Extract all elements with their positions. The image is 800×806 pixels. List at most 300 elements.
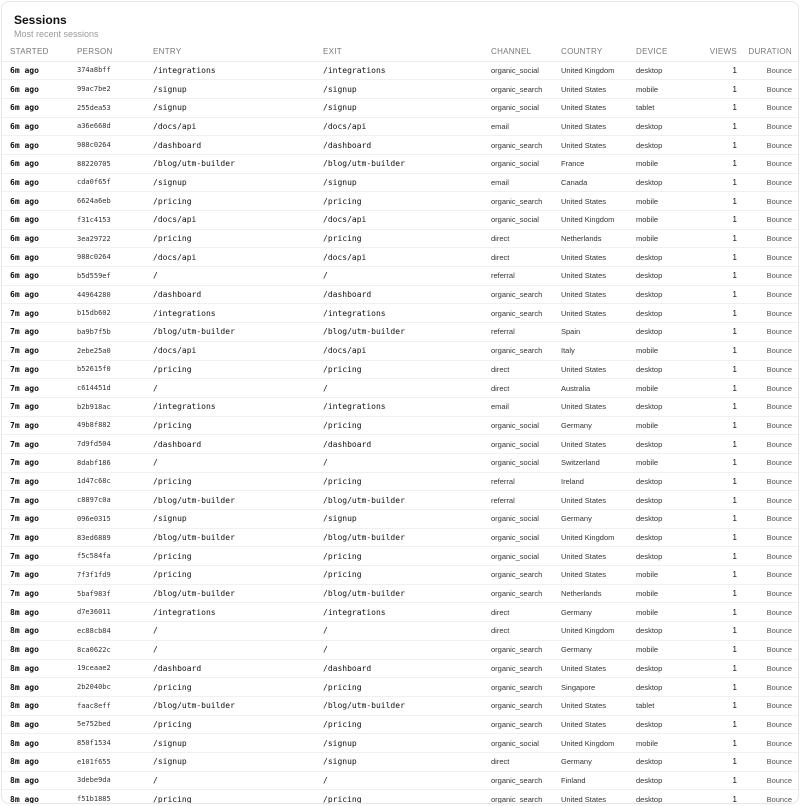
cell-exit: /pricing — [321, 229, 489, 248]
cell-device: desktop — [634, 360, 694, 379]
cell-views: 1 — [694, 510, 739, 529]
cell-duration: Bounce — [766, 794, 792, 804]
cell-duration: Bounce — [739, 341, 799, 360]
cell-channel: organic_search — [489, 192, 559, 211]
table-row[interactable] — [2, 397, 799, 416]
cell-views: 1 — [694, 192, 739, 211]
cell-views: 1 — [694, 584, 739, 603]
cell-started: 6m ago — [2, 117, 75, 136]
table-row[interactable] — [2, 379, 799, 398]
cell-device: desktop — [634, 173, 694, 192]
cell-country: Germany — [559, 416, 634, 435]
table-row[interactable] — [2, 192, 799, 211]
cell-country: United States — [559, 267, 634, 286]
cell-exit: /pricing — [321, 715, 489, 734]
cell-views: 1 — [694, 285, 739, 304]
header-row — [2, 43, 799, 61]
cell-device: desktop — [634, 752, 694, 771]
cell-channel: direct — [489, 622, 559, 641]
cell-entry: /signup — [151, 80, 321, 99]
cell-duration: Bounce — [739, 603, 799, 622]
cell-channel: organic_search — [489, 715, 559, 734]
table-row[interactable] — [2, 360, 799, 379]
cell-person: f31c4153 — [75, 211, 151, 230]
cell-started: 7m ago — [2, 472, 75, 491]
table-row[interactable] — [2, 771, 799, 790]
cell-duration: Bounce — [739, 435, 799, 454]
cell-channel: organic_social — [489, 154, 559, 173]
cell-device: tablet — [634, 696, 694, 715]
cell-duration: Bounce — [739, 472, 799, 491]
cell-started: 8m ago — [10, 794, 39, 804]
cell-person: 3debe9da — [75, 771, 151, 790]
cell-entry: /blog/utm-builder — [151, 696, 321, 715]
cell-country: Switzerland — [559, 453, 634, 472]
cell-person: 5baf983f — [75, 584, 151, 603]
cell-channel: organic_social — [489, 453, 559, 472]
table-row[interactable] — [2, 229, 799, 248]
table-row[interactable] — [2, 696, 799, 715]
cell-entry: /pricing — [151, 472, 321, 491]
cell-started: 8m ago — [2, 640, 75, 659]
cell-duration: Bounce — [739, 528, 799, 547]
cell-country: United States — [559, 435, 634, 454]
cell-exit: /blog/utm-builder — [321, 491, 489, 510]
cell-views: 1 — [694, 640, 739, 659]
table-row[interactable] — [2, 341, 799, 360]
table-row[interactable] — [2, 678, 799, 697]
cell-device: mobile — [634, 584, 694, 603]
table-row[interactable] — [2, 435, 799, 454]
cell-exit: /pricing — [323, 794, 362, 804]
cell-started: 8m ago — [2, 696, 75, 715]
cell-duration: Bounce — [739, 734, 799, 753]
cell-entry: /blog/utm-builder — [151, 584, 321, 603]
cell-channel: email — [489, 117, 559, 136]
cell-exit: /signup — [321, 752, 489, 771]
table-row[interactable] — [2, 472, 799, 491]
column-header-exit[interactable]: EXIT — [321, 43, 489, 61]
cell-started: 8m ago — [2, 734, 75, 753]
cell-device: desktop — [634, 435, 694, 454]
cell-started: 7m ago — [2, 360, 75, 379]
column-header-views[interactable]: VIEWS — [694, 43, 739, 61]
cell-duration: Bounce — [739, 304, 799, 323]
column-header-country[interactable]: COUNTRY — [559, 43, 634, 61]
cell-person: 5e752bed — [75, 715, 151, 734]
cell-person: b2b918ac — [75, 397, 151, 416]
cell-entry: /pricing — [151, 715, 321, 734]
cell-duration: Bounce — [739, 491, 799, 510]
cell-duration: Bounce — [739, 678, 799, 697]
cell-channel: organic_social — [489, 98, 559, 117]
column-header-device[interactable]: DEVICE — [634, 43, 694, 61]
cell-country: United States — [559, 360, 634, 379]
table-row[interactable] — [2, 416, 799, 435]
cell-channel: email — [489, 397, 559, 416]
cell-person: 99ac7be2 — [75, 80, 151, 99]
cell-started: 6m ago — [2, 211, 75, 230]
cell-device: mobile — [634, 453, 694, 472]
cell-started: 6m ago — [2, 98, 75, 117]
cell-exit: /blog/utm-builder — [321, 696, 489, 715]
cell-entry: /docs/api — [151, 211, 321, 230]
cell-country: Germany — [559, 640, 634, 659]
cell-person: 850f1534 — [75, 734, 151, 753]
cell-country: Germany — [559, 603, 634, 622]
cell-device: mobile — [634, 229, 694, 248]
table-row[interactable] — [2, 80, 799, 99]
cell-person: c614451d — [75, 379, 151, 398]
cell-exit: /integrations — [321, 397, 489, 416]
cell-started: 7m ago — [2, 323, 75, 342]
table-row[interactable] — [2, 61, 799, 80]
cell-device: mobile — [634, 192, 694, 211]
cell-device: desktop — [634, 117, 694, 136]
column-header-channel[interactable]: CHANNEL — [489, 43, 559, 61]
cell-channel: organic_search — [489, 80, 559, 99]
cell-duration: Bounce — [739, 360, 799, 379]
table-row[interactable] — [2, 285, 799, 304]
cell-country: United Kingdom — [559, 211, 634, 230]
cell-started: 6m ago — [2, 173, 75, 192]
cell-entry: /pricing — [151, 192, 321, 211]
cell-channel: organic_social — [489, 734, 559, 753]
cell-country: Australia — [559, 379, 634, 398]
cell-started: 7m ago — [2, 435, 75, 454]
column-header-started[interactable]: STARTED — [2, 43, 75, 61]
cell-views: 1 — [694, 360, 739, 379]
cell-person: 2b2040bc — [75, 678, 151, 697]
cell-device: desktop — [634, 659, 694, 678]
cell-channel: direct — [489, 360, 559, 379]
cell-exit: /pricing — [321, 678, 489, 697]
cell-person: ba9b7f5b — [75, 323, 151, 342]
table-row[interactable] — [2, 752, 799, 771]
cell-device: desktop — [634, 528, 694, 547]
cell-country: United States — [559, 566, 634, 585]
column-header-person[interactable]: PERSON — [75, 43, 151, 61]
cell-duration: Bounce — [739, 248, 799, 267]
cell-exit: /blog/utm-builder — [321, 528, 489, 547]
cell-person: faac8eff — [75, 696, 151, 715]
cell-views: 1 — [694, 603, 739, 622]
cell-started: 6m ago — [2, 80, 75, 99]
cell-duration: Bounce — [739, 566, 799, 585]
cell-views: 1 — [694, 752, 739, 771]
cell-person: 7d9fd504 — [75, 435, 151, 454]
cell-country: United States — [559, 547, 634, 566]
cell-started: 6m ago — [2, 285, 75, 304]
table-row[interactable] — [2, 136, 799, 155]
cell-views: 1 — [694, 491, 739, 510]
cell-duration: Bounce — [739, 584, 799, 603]
cell-person: cda0f65f — [75, 173, 151, 192]
cell-channel: organic_social — [489, 416, 559, 435]
cell-person: 49b8f882 — [75, 416, 151, 435]
cell-exit: /signup — [321, 98, 489, 117]
card-header — [14, 13, 99, 40]
cell-duration: Bounce — [739, 640, 799, 659]
table-row[interactable] — [2, 491, 799, 510]
cell-entry: / — [151, 453, 321, 472]
cell-views: 1 — [694, 453, 739, 472]
cell-entry: /integrations — [151, 61, 321, 80]
cell-entry: /dashboard — [151, 435, 321, 454]
cell-views: 1 — [694, 341, 739, 360]
cell-started: 8m ago — [2, 678, 75, 697]
table-row[interactable] — [2, 715, 799, 734]
cell-duration: Bounce — [739, 285, 799, 304]
table-row[interactable] — [2, 622, 799, 641]
cell-country: Singapore — [559, 678, 634, 697]
table-row[interactable] — [2, 528, 799, 547]
cell-entry: /pricing — [153, 794, 192, 804]
cell-channel: organic_search — [489, 304, 559, 323]
cell-exit: /signup — [321, 173, 489, 192]
card-subtitle: Most recent sessions — [14, 29, 99, 39]
cell-entry: /signup — [151, 173, 321, 192]
cell-channel: direct — [489, 248, 559, 267]
cell-channel: referral — [489, 491, 559, 510]
cell-started: 7m ago — [2, 416, 75, 435]
cell-duration: Bounce — [739, 397, 799, 416]
cell-duration: Bounce — [739, 416, 799, 435]
cell-entry: /docs/api — [151, 248, 321, 267]
cell-entry: /blog/utm-builder — [151, 154, 321, 173]
cell-person: 19ceaae2 — [75, 659, 151, 678]
cell-views: 1 — [694, 528, 739, 547]
cell-entry: /integrations — [151, 304, 321, 323]
cell-device: desktop — [634, 491, 694, 510]
cell-started: 6m ago — [2, 267, 75, 286]
cell-entry: /signup — [151, 734, 321, 753]
table-row[interactable] — [2, 584, 799, 603]
cell-country: Canada — [559, 173, 634, 192]
cell-country: Netherlands — [559, 229, 634, 248]
table-row[interactable] — [2, 640, 799, 659]
cell-person: b15db602 — [75, 304, 151, 323]
cell-device: mobile — [634, 379, 694, 398]
table-row[interactable] — [2, 566, 799, 585]
cell-exit: / — [321, 622, 489, 641]
cell-views: 1 — [694, 678, 739, 697]
table-row[interactable] — [2, 659, 799, 678]
cell-views: 1 — [694, 566, 739, 585]
cell-device: desktop — [634, 678, 694, 697]
cell-device: desktop — [634, 622, 694, 641]
cell-device: desktop — [634, 547, 694, 566]
cell-views: 1 — [694, 734, 739, 753]
cell-channel: organic_social — [489, 547, 559, 566]
cell-entry: /pricing — [151, 547, 321, 566]
cell-channel: referral — [489, 267, 559, 286]
cell-country: United Kingdom — [559, 734, 634, 753]
cell-views: 1 — [694, 547, 739, 566]
cell-started: 6m ago — [2, 248, 75, 267]
cell-entry: /integrations — [151, 603, 321, 622]
table-row[interactable] — [2, 267, 799, 286]
cell-device: desktop — [634, 510, 694, 529]
cell-started: 7m ago — [2, 304, 75, 323]
cell-views: 1 — [694, 323, 739, 342]
cell-channel: organic_search — [489, 136, 559, 155]
cell-channel: organic_search — [489, 678, 559, 697]
cell-views: 1 — [694, 715, 739, 734]
table-body — [2, 61, 799, 804]
cell-country: United Kingdom — [559, 622, 634, 641]
cell-person: 988c0264 — [75, 136, 151, 155]
table-row[interactable] — [2, 734, 799, 753]
cell-channel: organic_search — [489, 696, 559, 715]
table-row[interactable] — [2, 453, 799, 472]
cell-exit: /blog/utm-builder — [321, 584, 489, 603]
cell-duration: Bounce — [739, 136, 799, 155]
cell-started: 8m ago — [2, 603, 75, 622]
cell-device: mobile — [634, 416, 694, 435]
cell-exit: /pricing — [321, 566, 489, 585]
cell-duration: Bounce — [739, 192, 799, 211]
table-row[interactable] — [2, 98, 799, 117]
cell-duration: Bounce — [739, 379, 799, 398]
cell-person: 1d47c68c — [75, 472, 151, 491]
cell-country: United States — [559, 659, 634, 678]
cell-duration: Bounce — [739, 752, 799, 771]
cell-views: 1 — [694, 659, 739, 678]
cell-duration: Bounce — [739, 696, 799, 715]
cell-views: 1 — [694, 80, 739, 99]
cell-exit: /docs/api — [321, 341, 489, 360]
cell-person: e101f655 — [75, 752, 151, 771]
cell-entry: / — [151, 622, 321, 641]
cell-person: b5d559ef — [75, 267, 151, 286]
table-row[interactable] — [2, 117, 799, 136]
table-row[interactable] — [2, 603, 799, 622]
cell-device: desktop — [634, 304, 694, 323]
cell-entry: /dashboard — [151, 136, 321, 155]
cell-channel: direct — [489, 229, 559, 248]
cell-exit: /signup — [321, 80, 489, 99]
cell-device: desktop — [634, 285, 694, 304]
cell-entry: /pricing — [151, 360, 321, 379]
cell-device: desktop — [634, 715, 694, 734]
cell-entry: /blog/utm-builder — [151, 491, 321, 510]
cell-device: mobile — [634, 211, 694, 230]
cell-person: 8ca0622c — [75, 640, 151, 659]
table-row[interactable] — [2, 154, 799, 173]
cell-views: 1 — [694, 622, 739, 641]
cell-duration: Bounce — [739, 229, 799, 248]
cell-started: 7m ago — [2, 584, 75, 603]
cell-exit: /docs/api — [321, 211, 489, 230]
table-row[interactable] — [2, 510, 799, 529]
table-row[interactable] — [2, 323, 799, 342]
cell-country: Netherlands — [559, 584, 634, 603]
cell-started: 7m ago — [2, 397, 75, 416]
cell-entry: / — [151, 640, 321, 659]
table-row[interactable] — [2, 304, 799, 323]
cell-duration: Bounce — [739, 61, 799, 80]
cell-exit: /pricing — [321, 416, 489, 435]
cell-channel: organic_search — [489, 659, 559, 678]
cell-country: United States — [559, 98, 634, 117]
cell-duration: Bounce — [739, 173, 799, 192]
cell-channel: direct — [489, 752, 559, 771]
cell-views: 1 — [732, 794, 737, 804]
cell-duration: Bounce — [739, 323, 799, 342]
cell-duration: Bounce — [739, 211, 799, 230]
cell-channel: direct — [489, 603, 559, 622]
cell-person: f51b1885 — [77, 795, 111, 804]
cell-person: 988c0264 — [75, 248, 151, 267]
cell-duration: Bounce — [739, 154, 799, 173]
cell-channel: organic_search — [489, 341, 559, 360]
cell-exit: /pricing — [321, 472, 489, 491]
cell-views: 1 — [694, 248, 739, 267]
table-row[interactable] — [2, 547, 799, 566]
cell-person: 83ed6889 — [75, 528, 151, 547]
column-header-duration[interactable]: DURATION — [739, 43, 799, 61]
cell-started: 8m ago — [2, 622, 75, 641]
table-row[interactable] — [2, 248, 799, 267]
cell-country: United States — [559, 696, 634, 715]
table-header — [2, 43, 799, 61]
cell-entry: /docs/api — [151, 341, 321, 360]
cell-device: mobile — [634, 154, 694, 173]
cell-device: desktop — [634, 248, 694, 267]
cell-exit: /blog/utm-builder — [321, 323, 489, 342]
cell-started: 7m ago — [2, 528, 75, 547]
cell-channel: organic_search — [489, 566, 559, 585]
cell-views: 1 — [694, 416, 739, 435]
cell-started: 7m ago — [2, 341, 75, 360]
cell-entry: /dashboard — [151, 659, 321, 678]
cell-country: Germany — [559, 752, 634, 771]
cell-channel: organic_social — [489, 61, 559, 80]
cell-entry: / — [151, 771, 321, 790]
card-title: Sessions — [14, 13, 67, 27]
cell-exit: / — [321, 771, 489, 790]
cell-device: mobile — [634, 80, 694, 99]
cell-channel: organic_search — [491, 794, 543, 804]
table-row[interactable] — [2, 790, 799, 804]
cell-country: Germany — [559, 510, 634, 529]
cell-device: desktop — [634, 472, 694, 491]
cell-channel: organic_search — [489, 584, 559, 603]
cell-started: 8m ago — [2, 715, 75, 734]
cell-country: United Kingdom — [559, 61, 634, 80]
cell-duration: Bounce — [739, 267, 799, 286]
cell-channel: referral — [489, 472, 559, 491]
cell-views: 1 — [694, 397, 739, 416]
table-row[interactable] — [2, 173, 799, 192]
cell-views: 1 — [694, 61, 739, 80]
cell-channel: referral — [489, 323, 559, 342]
cell-entry: /pricing — [151, 678, 321, 697]
cell-device: desktop — [634, 397, 694, 416]
cell-person: 255dea53 — [75, 98, 151, 117]
cell-entry: /signup — [151, 752, 321, 771]
table-row[interactable] — [2, 211, 799, 230]
cell-duration: Bounce — [739, 547, 799, 566]
column-header-entry[interactable]: ENTRY — [151, 43, 321, 61]
cell-device: mobile — [634, 566, 694, 585]
cell-person: 7f3f1fd9 — [75, 566, 151, 585]
cell-person: 374a8bff — [75, 61, 151, 80]
cell-person: d7e36011 — [75, 603, 151, 622]
cell-views: 1 — [694, 117, 739, 136]
sessions-table — [2, 43, 799, 804]
